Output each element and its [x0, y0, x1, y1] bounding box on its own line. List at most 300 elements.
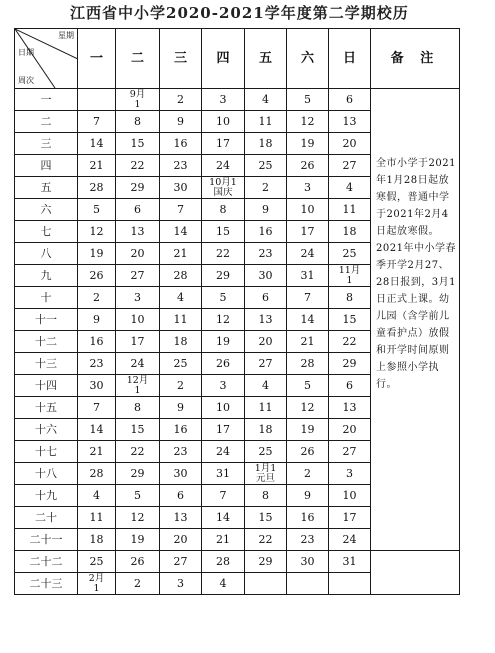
date-value: 26 [89, 268, 104, 282]
date-cell [116, 199, 160, 221]
date-value: 10 [300, 202, 315, 216]
date-cell [202, 419, 245, 441]
date-value: 9 [177, 400, 184, 414]
date-value: 18 [342, 224, 357, 238]
date-value: 9 [93, 312, 100, 326]
date-cell [116, 529, 160, 551]
date-cell [160, 573, 202, 595]
date-value: 3 [346, 466, 353, 480]
date-value: 13 [173, 510, 188, 524]
date-cell [245, 265, 287, 287]
date-value: 5 [93, 202, 100, 216]
date-cell [245, 551, 287, 573]
date-cell [329, 177, 371, 199]
date-cell [287, 551, 329, 573]
date-cell [287, 111, 329, 133]
date-cell [245, 243, 287, 265]
date-cell [202, 485, 245, 507]
date-cell [160, 551, 202, 573]
date-cell [78, 507, 116, 529]
date-value: 11 [342, 202, 357, 216]
date-cell [116, 353, 160, 375]
date-cell [287, 441, 329, 463]
note-filler [371, 551, 460, 595]
date-cell [116, 419, 160, 441]
date-value: 8 [346, 290, 353, 304]
date-value: 30 [258, 268, 273, 282]
date-value: 7 [177, 202, 184, 216]
date-value: 9 [262, 202, 269, 216]
date-value: 16 [258, 224, 273, 238]
date-cell [78, 551, 116, 573]
date-value: 28 [216, 554, 230, 568]
date-cell [329, 573, 371, 595]
date-value: 15 [342, 312, 357, 326]
date-cell [160, 265, 202, 287]
date-value: 4 [262, 378, 269, 392]
week-number: 二十一 [15, 529, 78, 551]
date-cell [78, 353, 116, 375]
date-value: 26 [216, 356, 230, 370]
date-cell [160, 507, 202, 529]
date-value: 11 [173, 312, 188, 326]
date-value: 17 [342, 510, 357, 524]
week-number: 十九 [15, 485, 78, 507]
date-cell [287, 463, 329, 485]
date-value: 28 [300, 356, 315, 370]
date-cell [245, 287, 287, 309]
date-value: 3 [134, 290, 141, 304]
date-cell [329, 529, 371, 551]
school-calendar [14, 28, 459, 640]
date-value: 11 [258, 114, 273, 128]
date-cell [116, 485, 160, 507]
date-value: 17 [216, 422, 230, 436]
day-header-mon: 一 [78, 29, 116, 89]
corner-label-weekday: 星期 [58, 31, 74, 40]
date-cell [116, 551, 160, 573]
date-cell [78, 221, 116, 243]
date-value: 18 [173, 334, 188, 348]
date-cell [116, 287, 160, 309]
date-value: 30 [89, 378, 104, 392]
date-cell [329, 133, 371, 155]
date-value: 28 [173, 268, 188, 282]
date-cell [245, 309, 287, 331]
date-value: 2 [93, 290, 100, 304]
date-value: 17 [216, 136, 230, 150]
date-cell [116, 243, 160, 265]
week-number: 十三 [15, 353, 78, 375]
week-number: 六 [15, 199, 78, 221]
date-value: 28 [89, 466, 104, 480]
date-cell [116, 155, 160, 177]
date-value: 22 [130, 444, 145, 458]
date-cell [329, 463, 371, 485]
calendar-table [14, 28, 460, 595]
week-number: 二十 [15, 507, 78, 529]
date-cell [116, 309, 160, 331]
date-cell [116, 265, 160, 287]
date-value: 22 [130, 158, 145, 172]
date-value: 11 [89, 510, 104, 524]
date-value: 2 [304, 466, 311, 480]
date-cell [160, 287, 202, 309]
date-value: 13 [342, 400, 357, 414]
date-cell [202, 133, 245, 155]
week-number: 十 [15, 287, 78, 309]
date-cell [116, 573, 160, 595]
date-value: 3 [219, 92, 227, 106]
date-cell [78, 419, 116, 441]
date-value: 22 [216, 246, 230, 260]
day-header-wed: 三 [160, 29, 202, 89]
date-value: 12 [300, 114, 315, 128]
date-cell [245, 529, 287, 551]
date-value: 23 [89, 356, 104, 370]
week-number: 二十三 [15, 573, 78, 595]
date-cell [245, 441, 287, 463]
week-number: 一 [15, 89, 78, 111]
week-number: 九 [15, 265, 78, 287]
date-value: 30 [173, 466, 188, 480]
date-cell [116, 463, 160, 485]
date-value: 21 [216, 532, 230, 546]
date-cell [287, 485, 329, 507]
date-value: 31 [216, 466, 230, 480]
date-cell [287, 133, 329, 155]
date-value: 7 [93, 400, 100, 414]
date-value: 19 [300, 422, 315, 436]
date-cell [116, 221, 160, 243]
date-cell [329, 441, 371, 463]
date-cell [202, 529, 245, 551]
date-value: 10 [130, 312, 145, 326]
date-value: 10月1 国庆 [209, 176, 237, 198]
date-value: 16 [173, 136, 188, 150]
date-cell [202, 375, 245, 397]
date-value: 6 [346, 378, 353, 392]
date-value: 12 [130, 510, 145, 524]
date-cell [329, 331, 371, 353]
date-value: 2 [262, 180, 269, 194]
date-value: 19 [130, 532, 145, 546]
date-value: 21 [300, 334, 315, 348]
week-number: 四 [15, 155, 78, 177]
date-cell [78, 485, 116, 507]
date-value: 31 [342, 554, 357, 568]
date-value: 24 [130, 356, 145, 370]
date-cell [245, 573, 287, 595]
date-value: 23 [173, 444, 188, 458]
date-value: 22 [258, 532, 273, 546]
date-cell [78, 243, 116, 265]
week-number: 七 [15, 221, 78, 243]
date-cell [116, 441, 160, 463]
corner-label-week: 周次 [18, 76, 34, 85]
date-cell [202, 287, 245, 309]
date-cell [160, 331, 202, 353]
date-cell [202, 331, 245, 353]
date-cell [202, 221, 245, 243]
date-cell [287, 353, 329, 375]
date-value: 29 [258, 554, 273, 568]
date-cell [329, 287, 371, 309]
date-value: 25 [173, 356, 188, 370]
date-value: 2 [177, 92, 184, 106]
date-cell [245, 177, 287, 199]
date-cell [202, 551, 245, 573]
date-cell [78, 309, 116, 331]
date-cell [160, 111, 202, 133]
date-cell [116, 397, 160, 419]
week-row [15, 551, 460, 573]
date-value: 15 [216, 224, 230, 238]
week-number: 二十二 [15, 551, 78, 573]
date-value: 12 [89, 224, 104, 238]
date-value: 19 [300, 136, 315, 150]
date-value: 14 [89, 422, 104, 436]
date-value: 27 [342, 444, 357, 458]
date-value: 15 [258, 510, 273, 524]
date-cell [202, 265, 245, 287]
date-value: 19 [89, 246, 104, 260]
date-value: 3 [177, 576, 184, 590]
date-cell [202, 155, 245, 177]
date-value: 18 [89, 532, 104, 546]
date-value: 15 [130, 422, 145, 436]
date-cell [287, 375, 329, 397]
date-cell [78, 133, 116, 155]
date-cell [78, 529, 116, 551]
date-cell [78, 177, 116, 199]
date-value: 27 [173, 554, 188, 568]
date-cell [245, 507, 287, 529]
date-cell [116, 111, 160, 133]
date-value: 27 [258, 356, 273, 370]
date-cell [202, 199, 245, 221]
date-value: 8 [262, 488, 269, 502]
date-value: 20 [342, 422, 357, 436]
date-cell [287, 243, 329, 265]
date-value: 14 [173, 224, 188, 238]
date-cell [329, 89, 371, 111]
date-value: 7 [304, 290, 311, 304]
date-value: 6 [177, 488, 184, 502]
date-value: 23 [300, 532, 315, 546]
date-cell [329, 199, 371, 221]
date-cell [78, 111, 116, 133]
week-number: 十八 [15, 463, 78, 485]
date-cell [245, 155, 287, 177]
date-cell [78, 573, 116, 595]
date-cell [287, 287, 329, 309]
date-cell [160, 463, 202, 485]
date-cell [202, 397, 245, 419]
corner-label-date: 日期 [18, 48, 34, 57]
date-value: 20 [173, 532, 188, 546]
date-cell [245, 419, 287, 441]
date-cell [245, 111, 287, 133]
date-cell [245, 397, 287, 419]
date-cell [329, 485, 371, 507]
date-value: 17 [300, 224, 315, 238]
date-cell [202, 309, 245, 331]
date-value: 15 [130, 136, 145, 150]
date-cell [160, 485, 202, 507]
week-number: 十一 [15, 309, 78, 331]
date-value: 2 [134, 576, 141, 590]
date-cell [160, 155, 202, 177]
date-value: 8 [219, 202, 227, 216]
date-value: 27 [342, 158, 357, 172]
week-number: 十七 [15, 441, 78, 463]
date-cell [287, 419, 329, 441]
date-value: 13 [258, 312, 273, 326]
date-cell [116, 177, 160, 199]
date-value: 5 [134, 488, 141, 502]
date-cell [160, 199, 202, 221]
header-row [15, 29, 460, 89]
date-value: 16 [89, 334, 104, 348]
date-value: 19 [216, 334, 230, 348]
note-body [371, 89, 460, 551]
date-value: 20 [130, 246, 145, 260]
week-number: 十四 [15, 375, 78, 397]
date-cell [202, 111, 245, 133]
day-header-tue: 二 [116, 29, 160, 89]
date-cell [78, 155, 116, 177]
date-value: 9 [177, 114, 184, 128]
date-value: 28 [89, 180, 104, 194]
date-value: 14 [89, 136, 104, 150]
date-cell [202, 507, 245, 529]
date-cell [116, 375, 160, 397]
corner-header [15, 29, 78, 89]
date-value: 7 [93, 114, 100, 128]
date-value: 23 [173, 158, 188, 172]
date-cell [160, 89, 202, 111]
date-cell [78, 199, 116, 221]
date-value: 5 [219, 290, 227, 304]
date-value: 16 [173, 422, 188, 436]
note-text: 全市小学于2021年1月28日起放寒假，普通中学于2021年2月4日起放寒假。2021年中小学春季开学2月27、28日报到，3月1日正式上课。幼儿园（含学前儿童看护点）放假和开学时间原则上参照小学执行。 [376, 158, 456, 390]
date-value: 9 [304, 488, 311, 502]
date-cell [287, 309, 329, 331]
date-value: 29 [216, 268, 230, 282]
date-value: 30 [173, 180, 188, 194]
date-value: 29 [130, 180, 145, 194]
week-number: 十二 [15, 331, 78, 353]
date-cell [202, 243, 245, 265]
date-value: 25 [89, 554, 104, 568]
week-number: 五 [15, 177, 78, 199]
date-value: 20 [342, 136, 357, 150]
date-cell [202, 177, 245, 199]
date-value: 5 [304, 92, 311, 106]
date-value: 16 [300, 510, 315, 524]
date-cell [78, 375, 116, 397]
date-cell [245, 133, 287, 155]
date-value: 7 [219, 488, 227, 502]
date-cell [329, 243, 371, 265]
date-value: 21 [89, 158, 104, 172]
date-cell [287, 221, 329, 243]
date-value: 23 [258, 246, 273, 260]
date-cell [160, 529, 202, 551]
date-cell [245, 353, 287, 375]
date-value: 6 [346, 92, 353, 106]
date-cell [160, 243, 202, 265]
date-value: 14 [216, 510, 230, 524]
date-value: 27 [130, 268, 145, 282]
date-cell [78, 265, 116, 287]
note-header: 备 注 [371, 29, 460, 89]
date-value: 25 [342, 246, 357, 260]
date-value: 24 [300, 246, 315, 260]
date-value: 21 [89, 444, 104, 458]
date-cell [329, 265, 371, 287]
date-value: 10 [342, 488, 357, 502]
date-cell [78, 89, 116, 111]
date-value: 20 [258, 334, 273, 348]
date-cell [160, 309, 202, 331]
date-cell [329, 551, 371, 573]
date-value: 4 [262, 92, 269, 106]
week-number: 十六 [15, 419, 78, 441]
date-value: 4 [177, 290, 184, 304]
date-cell [329, 419, 371, 441]
date-value: 11月 1 [338, 264, 361, 286]
date-cell [78, 331, 116, 353]
date-cell [78, 397, 116, 419]
day-header-thu: 四 [202, 29, 245, 89]
date-value: 4 [219, 576, 227, 590]
date-value: 2月 1 [88, 572, 105, 594]
date-value: 4 [93, 488, 100, 502]
date-cell [160, 133, 202, 155]
date-cell [160, 177, 202, 199]
date-cell [245, 199, 287, 221]
week-number: 八 [15, 243, 78, 265]
date-cell [245, 463, 287, 485]
date-cell [245, 375, 287, 397]
date-value: 8 [134, 114, 141, 128]
date-cell [287, 177, 329, 199]
date-value: 1月1 元旦 [254, 462, 277, 484]
date-cell [202, 573, 245, 595]
date-cell [160, 419, 202, 441]
date-cell [329, 397, 371, 419]
date-cell [287, 155, 329, 177]
date-value: 31 [300, 268, 315, 282]
date-cell [245, 221, 287, 243]
date-value: 6 [134, 202, 141, 216]
date-cell [160, 375, 202, 397]
date-cell [245, 89, 287, 111]
date-value: 13 [130, 224, 145, 238]
date-cell [78, 463, 116, 485]
date-cell [78, 441, 116, 463]
date-cell [329, 353, 371, 375]
date-value: 21 [173, 246, 188, 260]
date-value: 26 [300, 444, 315, 458]
date-cell [202, 353, 245, 375]
date-value: 24 [216, 444, 230, 458]
week-number: 十五 [15, 397, 78, 419]
date-value: 5 [304, 378, 311, 392]
date-value: 24 [216, 158, 230, 172]
